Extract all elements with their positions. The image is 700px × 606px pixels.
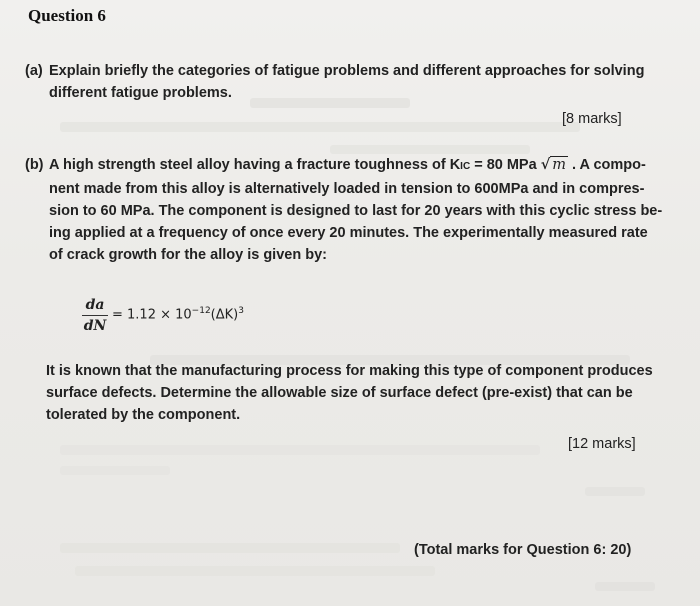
part-b-line-1-text: A high strength steel alloy having a fracture toughness of K: [49, 157, 461, 173]
bleed-through-text: [60, 445, 540, 455]
bleed-through-text: [330, 145, 530, 154]
part-b-text: [49, 154, 662, 266]
part-a-line: Explain briefly the categories of fatigue problems and different approaches for solving: [49, 63, 645, 79]
fraction-bar: [82, 315, 108, 316]
part-b-followup-line: tolerated by the component.: [46, 407, 241, 423]
sqrt-m: [541, 154, 568, 176]
sqrt-radicand: m: [552, 157, 566, 173]
formula-rhs: [112, 306, 244, 322]
part-b-followup-text: [46, 360, 653, 426]
bleed-through-text: [60, 543, 400, 553]
part-b-line-1: [49, 154, 662, 178]
bleed-through-text: [60, 466, 170, 475]
kic-subscript: IC: [460, 161, 471, 172]
part-b-line-1-end: . A compo-: [567, 157, 646, 173]
part-a-label: (a): [25, 63, 43, 79]
formula-exponent: −12: [191, 306, 211, 316]
total-marks: (Total marks for Question 6: 20): [414, 542, 632, 558]
part-b-line: sion to 60 MPa. The component is designed to last for 20 years with this cyclic stress be-: [49, 203, 663, 219]
bleed-through-text: [60, 122, 580, 132]
part-b-label: (b): [25, 157, 44, 173]
part-b-line: of crack growth for the alloy is given by:: [49, 247, 327, 263]
sqrt-symbol: √: [540, 156, 551, 173]
formula-delta-k: (ΔK): [210, 307, 239, 323]
formula-denominator: dN: [83, 318, 107, 334]
bleed-through-text: [585, 487, 645, 496]
part-b-followup-line: surface defects. Determine the allowable size of surface defect (pre-exist) that can be: [46, 385, 633, 401]
formula-coefficient: = 1.12 × 10: [112, 307, 192, 323]
question-title: Question 6: [28, 6, 106, 25]
part-a-text: [49, 60, 644, 104]
part-b-marks: [12 marks]: [568, 436, 636, 452]
part-b-line: nent made from this alloy is alternatively loaded in tension to 600MPa and in compres-: [49, 181, 645, 197]
part-a-marks: [8 marks]: [562, 111, 622, 127]
formula-fraction: [82, 296, 108, 335]
part-a-line: different fatigue problems.: [49, 85, 232, 101]
part-b-line: ing applied at a frequency of once every 20 minutes. The experimentally measured rate: [49, 225, 648, 241]
part-b-followup-line: It is known that the manufacturing process for making this type of component produces: [46, 363, 653, 379]
bleed-through-text: [595, 582, 655, 591]
formula-numerator: da: [85, 297, 105, 313]
part-b-line-1-value: = 80 MPa: [470, 157, 541, 173]
bleed-through-text: [75, 566, 435, 576]
formula-tail-exponent: 3: [238, 306, 244, 316]
